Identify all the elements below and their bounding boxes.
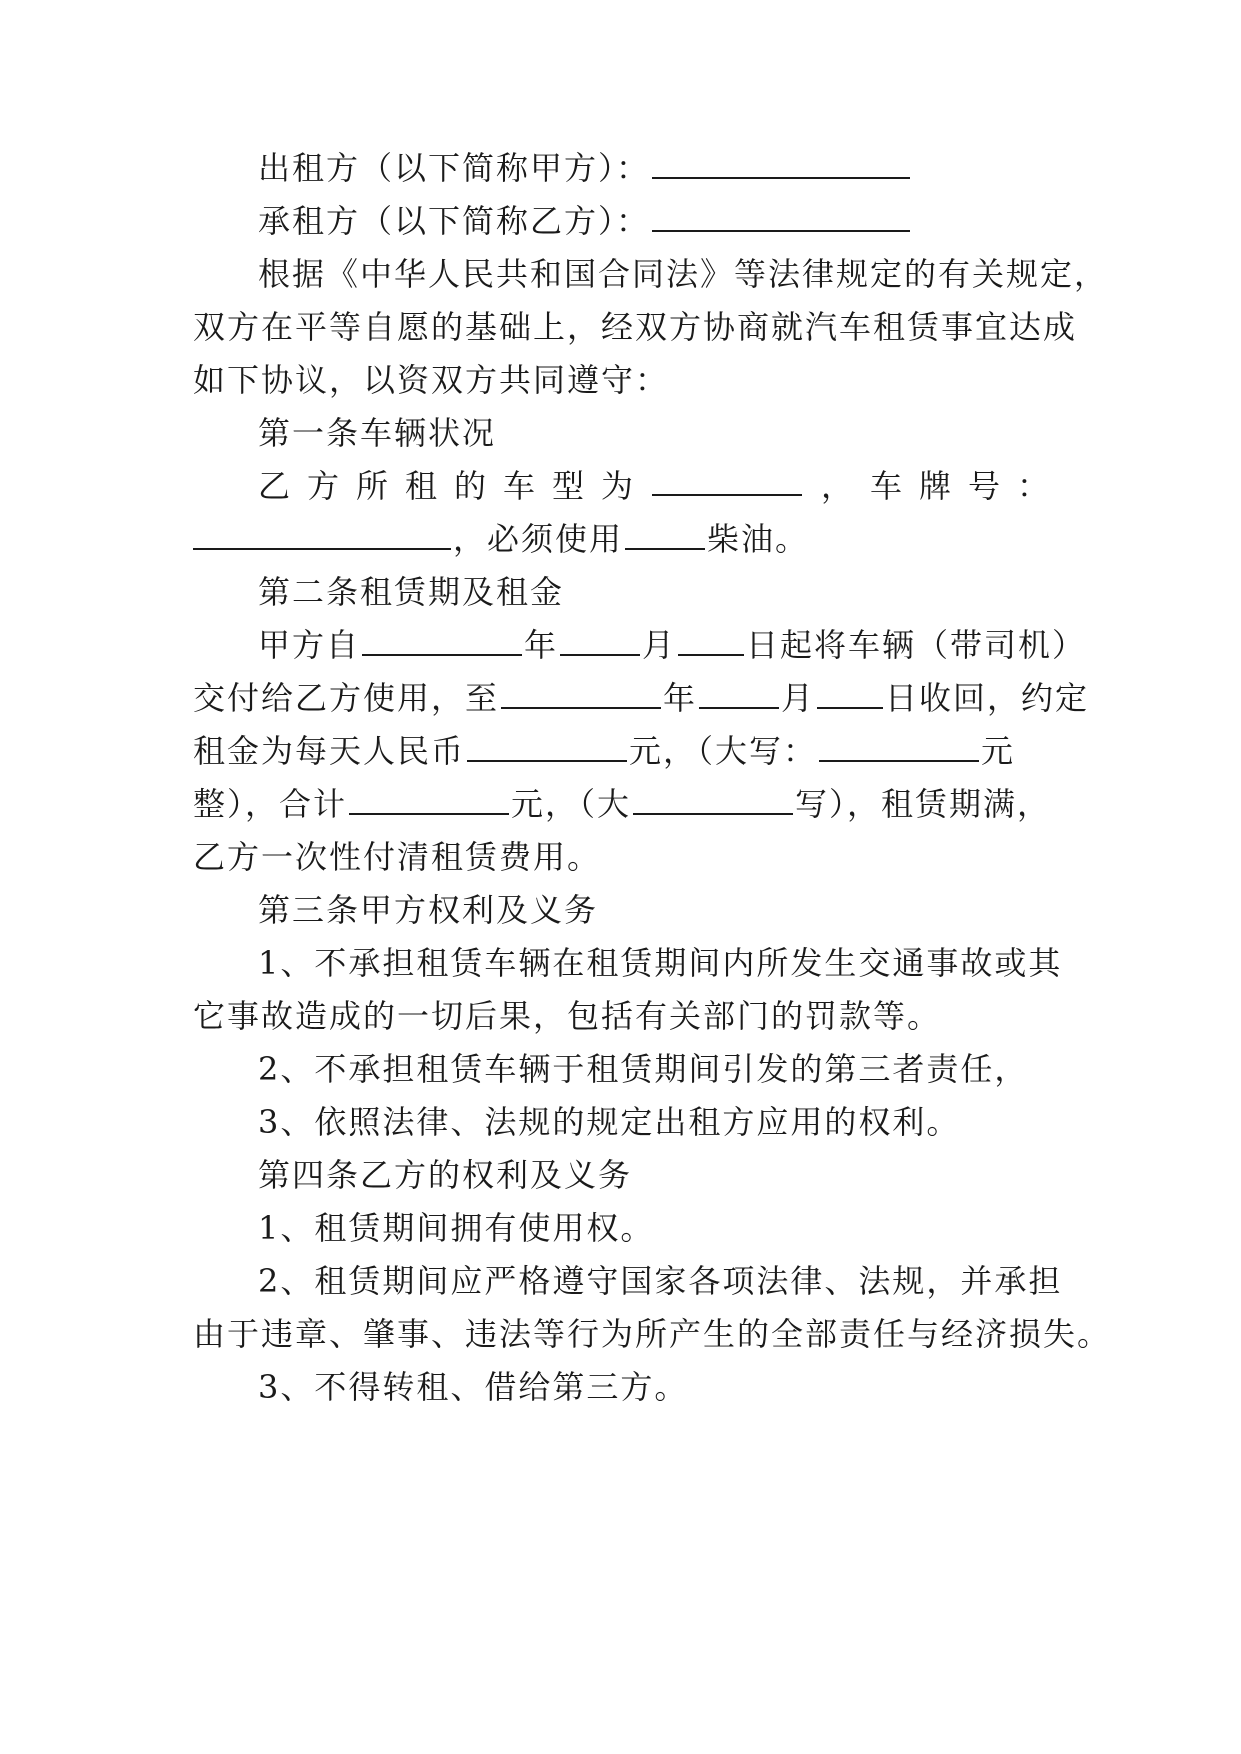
preamble-line-2: 双方在平等自愿的基础上，经双方协商就汽车租赁事宜达成 — [193, 308, 1078, 346]
article2-text: 年 — [524, 626, 559, 664]
article2-text: 月 — [781, 679, 816, 717]
article2-text: 日起将车辆（带司机） — [746, 626, 1087, 664]
article1-char: 的 — [454, 467, 487, 505]
article1-char: 乙 — [258, 467, 291, 505]
end-year-blank — [501, 669, 661, 709]
article2-title: 第二条租赁期及租金 — [258, 573, 565, 611]
article1-char: ： — [1016, 467, 1049, 505]
end-day-blank — [817, 669, 883, 709]
article1-char: 牌 — [918, 467, 951, 505]
article3-item3: 3、依照法律、法规的规定出租方应用的权利。 — [258, 1103, 961, 1141]
article3-item1-line2: 它事故造成的一切后果，包括有关部门的罚款等。 — [193, 997, 942, 1035]
article3-title: 第三条甲方权利及义务 — [258, 891, 599, 929]
article1-char: 租 — [405, 467, 438, 505]
car-model-blank — [652, 456, 802, 496]
start-month-blank — [560, 616, 640, 656]
preamble-line-3: 如下协议，以资双方共同遵守： — [193, 361, 670, 399]
article2-text: 交付给乙方使用，至 — [193, 679, 500, 717]
lessor-label: 出租方（以下简称甲方）： — [258, 149, 651, 187]
article2-line-1 — [258, 615, 1087, 675]
total-rent-uppercase-blank — [633, 775, 793, 815]
article2-text: 元，（大 — [511, 785, 632, 823]
start-day-blank — [678, 616, 744, 656]
article1-line2-fuel: 柴油。 — [707, 520, 810, 558]
article4-item1: 1、租赁期间拥有使用权。 — [258, 1209, 655, 1247]
article2-text: 租金为每天人民币 — [193, 732, 466, 770]
article1-char: 号 — [967, 467, 1000, 505]
preamble-line-1: 根据《中华人民共和国合同法》等法律规定的有关规定， — [258, 255, 1109, 293]
article3-item1-line1: 1、不承担租赁车辆在租赁期间内所发生交通事故或其 — [258, 944, 1063, 982]
article1-line-1 — [258, 456, 1049, 516]
article1-comma: ， — [820, 467, 853, 505]
article1-char: 车 — [869, 467, 902, 505]
article1-char: 型 — [552, 467, 585, 505]
article1-title: 第一条车辆状况 — [258, 414, 497, 452]
article2-text: 写），租赁期满， — [795, 785, 1052, 823]
lessee-line — [258, 191, 1049, 251]
article1-line-2 — [193, 509, 1049, 569]
article2-line-4 — [193, 774, 1052, 834]
lessee-blank — [652, 192, 910, 232]
total-rent-blank — [349, 775, 509, 815]
daily-rent-blank — [467, 722, 627, 762]
start-year-blank — [362, 616, 522, 656]
article1-char: 为 — [601, 467, 634, 505]
article2-text: 甲方自 — [258, 626, 361, 664]
article1-char: 方 — [307, 467, 340, 505]
lessor-blank — [652, 139, 910, 179]
end-month-blank — [699, 669, 779, 709]
article3-item2: 2、不承担租赁车辆于租赁期间引发的第三者责任， — [258, 1050, 1029, 1088]
article2-line-3 — [193, 721, 1049, 781]
daily-rent-uppercase-blank — [819, 722, 979, 762]
plate-number-blank — [193, 510, 451, 550]
article4-item2-line1: 2、租赁期间应严格遵守国家各项法律、法规，并承担 — [258, 1262, 1063, 1300]
article2-text: 元 — [981, 732, 1016, 770]
article2-line-2 — [193, 668, 1090, 728]
article1-char: 车 — [503, 467, 536, 505]
article4-item3: 3、不得转租、借给第三方。 — [258, 1368, 689, 1406]
article1-line2-text: ，必须使用 — [453, 520, 624, 558]
lessor-line — [258, 138, 1049, 198]
article4-title: 第四条乙方的权利及义务 — [258, 1156, 633, 1194]
article2-text: 月 — [642, 626, 677, 664]
article2-text: 元，（大写： — [629, 732, 818, 770]
article2-text: 整），合计 — [193, 785, 348, 823]
article4-item2-line2: 由于违章、肇事、违法等行为所产生的全部责任与经济损失。 — [193, 1315, 1112, 1353]
article1-char: 所 — [356, 467, 389, 505]
article2-text: 年 — [663, 679, 698, 717]
article2-text: 日收回，约定 — [885, 679, 1090, 717]
lessee-label: 承租方（以下简称乙方）： — [258, 202, 651, 240]
article2-line-5: 乙方一次性付清租赁费用。 — [193, 838, 602, 876]
fuel-grade-blank — [625, 510, 705, 550]
